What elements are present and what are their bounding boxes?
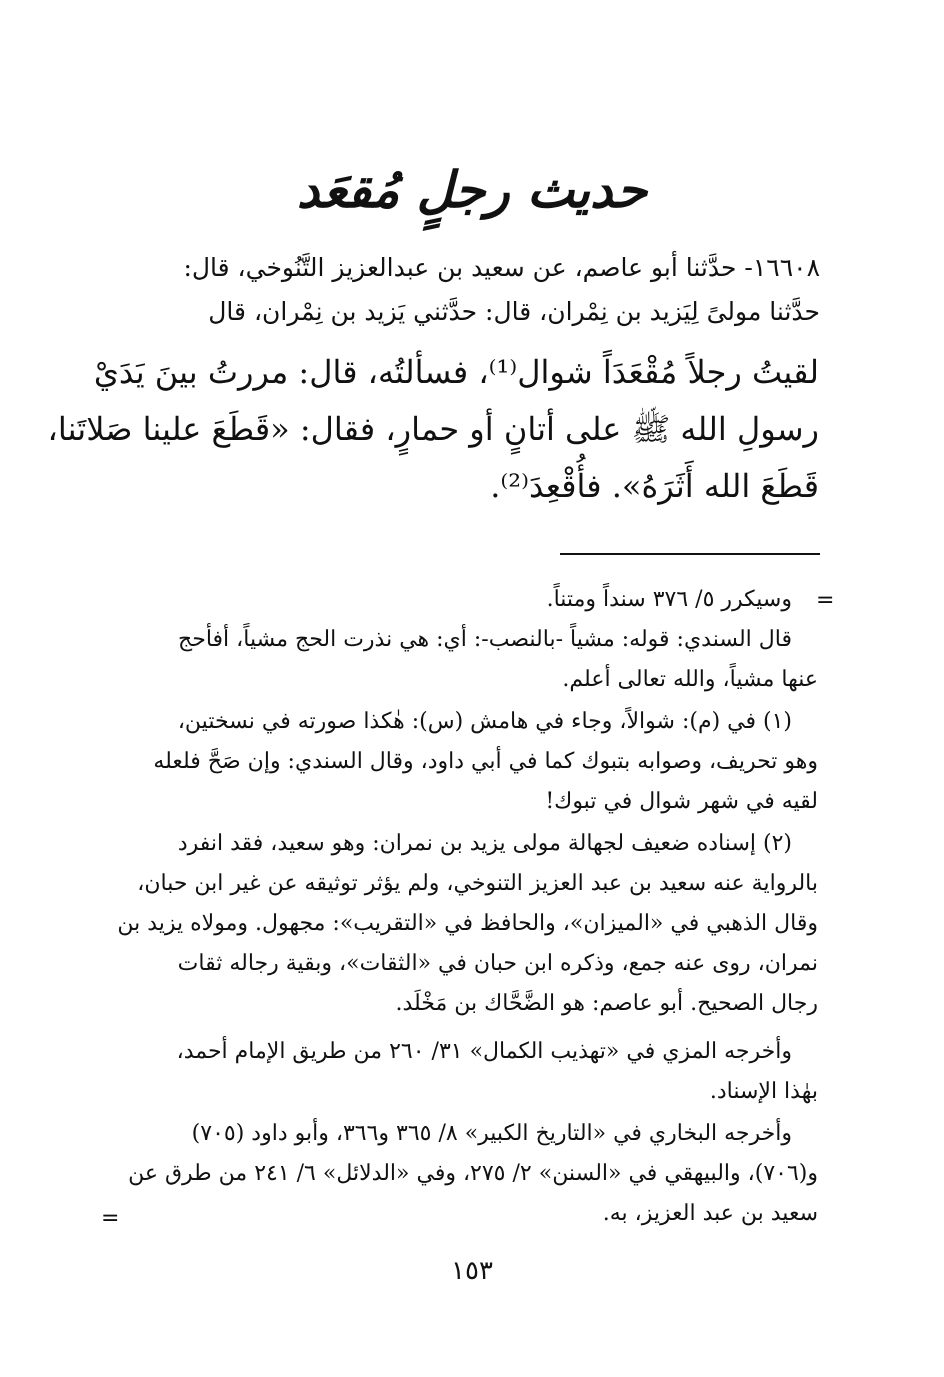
footnote-line: وأخرجه البخاري في «التاريخ الكبير» ٨/ ٣٦٥ و٣٦٦، وأبو داود (٧٠٥) xyxy=(191,1121,792,1146)
footnote-line: وقال الذهبي في «الميزان»، والحافظ في «التقريب»: مجهول. ومولاه يزيد بن xyxy=(117,911,818,936)
footnote-line: وهو تحريف، وصوابه بتبوك كما في أبي داود، وقال السندي: وإن صَحَّ فلعله xyxy=(153,749,818,774)
matn-line: لقيتُ رجلاً مُقْعَدَاً شوال⁽¹⁾، فسألتُه، قال: مررتُ بينَ يَدَيْ xyxy=(93,353,819,391)
matn-line: قَطَعَ الله أَثَرَهُ». فأُقْعِدَ⁽²⁾. xyxy=(490,467,819,505)
footnote-line: بهٰذا الإسناد. xyxy=(709,1079,818,1104)
hadith-isnad xyxy=(112,246,820,334)
footnote-line: رجال الصحيح. أبو عاصم: هو الضَّحَّاك بن مَخْلَد. xyxy=(395,991,818,1016)
chapter-title: حديث رجلٍ مُقعَد xyxy=(296,160,648,219)
footnote-1 xyxy=(112,702,818,822)
hadith-matn xyxy=(47,344,819,515)
footnote-line: (١) في (م): شوالاً، وجاء في هامش (س): هٰكذا صورته في نسختين، xyxy=(177,709,792,734)
footnote-line: قال السندي: قوله: مشياً -بالنصب-: أي: هي نذرت الحج مشياً، أفأحج xyxy=(178,627,792,652)
footnote-line: سعيد بن عبد العزيز، به. xyxy=(602,1201,818,1226)
footnote-paragraph xyxy=(112,1032,818,1112)
footnote-line: بالرواية عنه سعيد بن عبد العزيز التنوخي، ولم يؤثر توثيقه عن غير ابن حبان، xyxy=(137,871,818,896)
footnote-line: (٢) إسناده ضعيف لجهالة مولى يزيد بن نمران: وهو سعيد، فقد انفرد xyxy=(177,831,792,856)
continuation-mark-bottom: = xyxy=(101,1206,120,1231)
matn-line: رسولِ الله ﷺ على أتانٍ أو حمارٍ، فقال: «قَطَعَ علينا صَلاتَنا، xyxy=(47,410,819,448)
footnote-line: و(٧٠٦)، والبيهقي في «السنن» ٢/ ٢٧٥، وفي «الدلائل» ٦/ ٢٤١ من طرق عن xyxy=(128,1161,818,1186)
footnote-2 xyxy=(112,824,818,1024)
footnote-paragraph xyxy=(112,620,818,700)
isnad-line: ١٦٦٠٨- حدَّثنا أبو عاصم، عن سعيد بن عبدالعزيز التَّنُوخي، قال: xyxy=(183,253,820,282)
footnote-separator xyxy=(560,553,820,555)
footnote-line: عنها مشياً، والله تعالى أعلم. xyxy=(562,667,818,692)
page-number: ١٥٣ xyxy=(451,1256,493,1286)
footnote-paragraph xyxy=(112,1114,818,1234)
continuation-mark-top: = xyxy=(816,588,835,613)
footnote-line: وأخرجه المزي في «تهذيب الكمال» ٣١/ ٢٦٠ من طريق الإمام أحمد، xyxy=(176,1039,792,1064)
footnote-line: لقيه في شهر شوال في تبوك! xyxy=(545,789,818,814)
isnad-line: حدَّثنا مولىً لِيَزيد بن نِمْران، قال: حدَّثني يَزيد بن نِمْران، قال xyxy=(208,297,820,326)
footnote-paragraph xyxy=(112,580,818,620)
footnote-line: نمران، روى عنه جمع، وذكره ابن حبان في «الثقات»، وبقية رجاله ثقات xyxy=(177,951,818,976)
footnote-line: وسيكرر ٥/ ٣٧٦ سنداً ومتناً. xyxy=(546,587,792,612)
